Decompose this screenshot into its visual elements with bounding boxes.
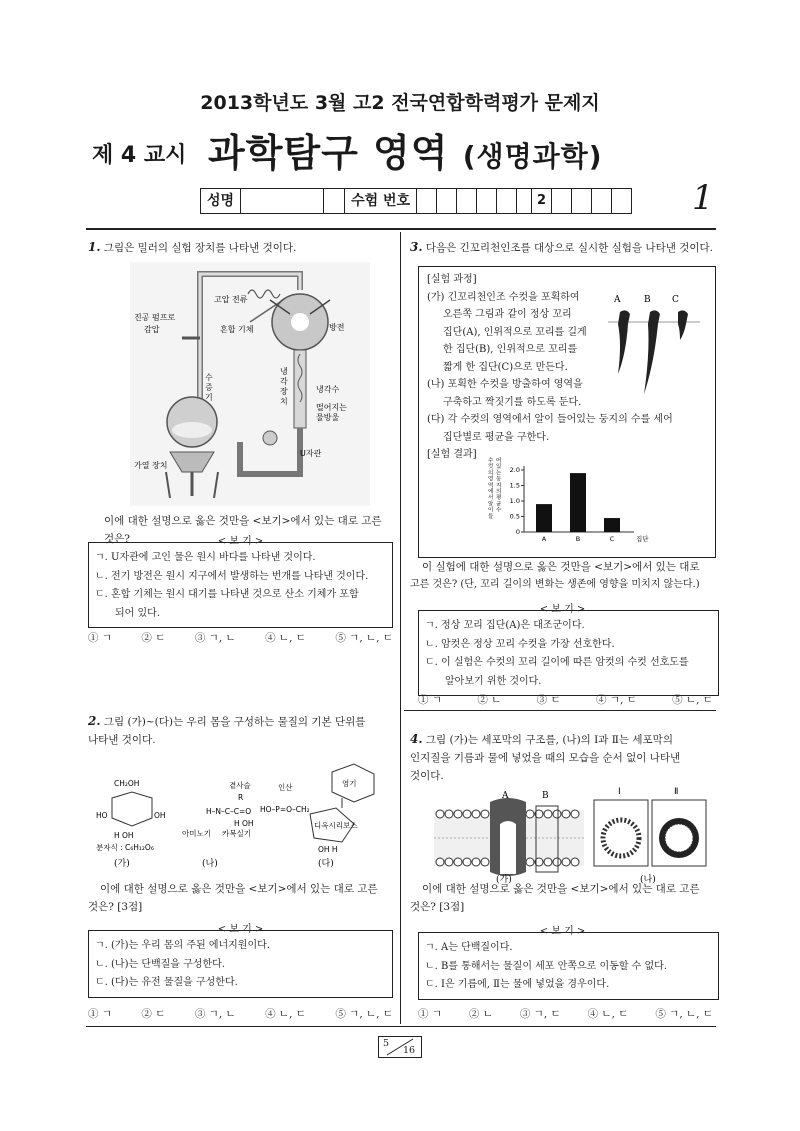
y-axis-label: 어 (496, 458, 502, 464)
bar (570, 473, 586, 532)
q3-step: (나) 포획한 수컷을 방출하여 영역을 (427, 379, 583, 390)
bird-a-icon (618, 310, 630, 374)
q3-step: 한 집단(B), 인위적으로 꼬리를 (443, 344, 578, 355)
choice-2[interactable]: ② ㄷ (141, 1008, 166, 1020)
choice-5[interactable]: ⑤ ㄱ, ㄴ, ㄷ (335, 1008, 393, 1020)
miller-apparatus-diagram (130, 262, 370, 506)
label-drops: 떨어지는 (316, 403, 347, 412)
y-tick-label: 1.5 (509, 481, 520, 490)
y-axis-label: 의 (488, 470, 494, 477)
q3-question-1: 이 실험에 대한 설명으로 옳은 것만을 <보기>에서 있는 대로 (422, 561, 700, 573)
column-divider (400, 232, 401, 1024)
y-axis-label: 있 (496, 464, 502, 471)
label-roman-1: Ⅰ (618, 787, 621, 797)
label-amino-group: 아미노기 (182, 829, 211, 838)
q2-bogi-item: ㄱ. (가)는 우리 몸의 주된 에너지원이다. (95, 940, 270, 951)
bird-label-a: A (614, 295, 621, 305)
biomolecules-diagram (92, 752, 382, 870)
label-vapor: 수 (205, 373, 213, 382)
q1-choices (88, 630, 393, 645)
phospholipid-head (436, 858, 444, 866)
subject-title (208, 122, 603, 177)
q2-question (88, 880, 393, 916)
label-vacuum-pump: 진공 펌프로 (134, 313, 176, 322)
glucose-oh-2: H OH (114, 831, 134, 840)
glucose-ch2oh: CH₂OH (114, 779, 140, 788)
subject-main: 과학탐구 영역 (208, 131, 449, 175)
student-id-row (200, 188, 632, 214)
q2-stem-1: 그림 (가)~(다)는 우리 몸을 구성하는 물질의 기본 단위를 (103, 716, 366, 728)
y-tick-label: 0 (515, 528, 520, 536)
q3-stem-text: 다음은 긴꼬리천인조를 대상으로 실시한 실험을 나타낸 것이다. (425, 242, 713, 254)
q3-step: 오른쪽 그림과 같이 정상 꼬리 (443, 309, 572, 320)
q2-stem-2: 나타낸 것이다. (88, 734, 156, 746)
q3-bogi-item: ㄴ. 암컷은 정상 꼬리 수컷을 가장 선호한다. (425, 638, 615, 650)
nucleotide-oh: OH H (318, 845, 338, 854)
label-side-chain: 곁사슬 (229, 781, 251, 790)
y-axis-label: 수 (488, 458, 494, 464)
phospholipid-head (562, 858, 570, 866)
name-field[interactable] (241, 189, 324, 213)
birds-illustration (608, 290, 700, 400)
q2-bogi-item: ㄷ. (다)는 유전 물질을 구성한다. (95, 977, 238, 988)
number-box[interactable] (552, 189, 572, 213)
q1-number: 1. (88, 240, 101, 254)
y-axis-label: 둥 (496, 476, 502, 483)
y-axis-label: 알 (488, 501, 494, 508)
x-tick-label: A (541, 535, 547, 543)
page-total: 16 (403, 1045, 416, 1056)
number-box[interactable] (417, 189, 437, 213)
phospholipid-head (445, 858, 453, 866)
q2-question-2: 것은? [3점] (88, 901, 143, 913)
membrane-diagram (430, 784, 710, 884)
q3-step: (다) 각 수컷의 영역에서 알이 들어있는 둥지의 수를 세어 (427, 414, 673, 425)
q3-step: 구축하고 짝짓기를 하도록 둔다. (443, 396, 582, 408)
bar (604, 518, 620, 532)
glucose-formula: 분자식 : C₆H₁₂O₆ (96, 843, 154, 852)
phospholipid-head (544, 810, 552, 818)
q3-bogi-box (418, 610, 719, 696)
q3-process-title: [실험 과정] (427, 274, 477, 285)
phospholipid-head (481, 810, 489, 818)
q2-bogi-item: ㄴ. (나)는 단백질을 구성한다. (95, 958, 225, 970)
choice-1[interactable]: ① ㄱ (418, 694, 442, 706)
q1-bogi-item: ㄴ. 전기 방전은 원시 지구에서 발생하는 번개를 나타낸 것이다. (95, 570, 369, 582)
q4-bogi-box (418, 932, 719, 1000)
choice-4[interactable]: ④ ㄴ, ㄷ (265, 1008, 306, 1020)
label-discharge: 방전 (329, 323, 345, 332)
amino-r: R (238, 793, 244, 802)
glucose-ho: HO (96, 811, 108, 820)
bird-label-c: C (672, 295, 679, 305)
q4-stem (410, 730, 715, 785)
q1-bogi-title: < 보 기 > (217, 536, 264, 547)
y-axis-label: 균 (496, 501, 502, 508)
q3-bogi-item: ㄷ. 이 실험은 수컷의 꼬리 길이에 따른 암컷의 수컷 선호도를 (425, 657, 689, 668)
caption-ga: (가) (496, 875, 512, 884)
q3-bogi-item: ㄱ. 정상 꼬리 집단(A)은 대조군이다. (425, 620, 585, 631)
q3-stem (410, 238, 715, 257)
label-vapor-3: 기 (205, 393, 213, 402)
q3-result-title: [실험 결과] (427, 449, 477, 460)
x-tick-label: B (575, 535, 581, 543)
q3-bogi-title: < 보 기 > (539, 604, 586, 615)
y-axis-label: 역 (488, 482, 494, 489)
q4-question-1: 이에 대한 설명으로 옳은 것만을 <보기>에서 있는 대로 고른 (422, 883, 700, 895)
choice-3[interactable]: ③ ㄷ (536, 694, 561, 706)
exam-title: 2013학년도 3월 고2 전국연합학력평가 문제지 (200, 92, 600, 114)
label-high-voltage: 고압 전류 (214, 295, 248, 304)
q2-question-1: 이에 대한 설명으로 옳은 것만을 <보기>에서 있는 대로 고른 (100, 883, 378, 895)
choice-4[interactable]: ④ ㄱ, ㄷ (595, 694, 637, 706)
y-axis-label: 들 (488, 513, 494, 520)
q4-bogi-title: < 보 기 > (539, 926, 586, 937)
label-coolant: 냉각수 (316, 385, 340, 394)
y-axis-label: 평 (496, 495, 502, 502)
q3-step: (가) 긴꼬리천인조 수컷을 포획하여 (427, 291, 580, 303)
q3-question-2: 고른 것은? (단, 꼬리 길이의 변화는 생존에 영향을 미치지 않는다.) (410, 579, 700, 590)
name-label: 성명 (201, 189, 241, 213)
header-rule (86, 228, 716, 230)
choice-1[interactable]: ① ㄱ (88, 632, 112, 644)
page-number-large: 1 (692, 178, 714, 218)
label-gas-mix: 혼합 기체 (220, 325, 254, 334)
y-axis-label: 컷 (488, 464, 494, 471)
choice-4[interactable]: ④ ㄴ, ㄷ (265, 632, 306, 644)
q3-q4-divider (404, 710, 716, 711)
q3-number: 3. (410, 240, 423, 254)
page-indicator (378, 1036, 422, 1058)
phospholipid-head (553, 858, 561, 866)
number-box[interactable] (437, 189, 457, 213)
q3-step: 집단별로 평균을 구한다. (443, 431, 550, 443)
number-box[interactable] (497, 189, 517, 213)
caption-na: (나) (640, 875, 656, 884)
q2-stem (88, 712, 393, 749)
choice-5[interactable]: ⑤ ㄴ, ㄷ (672, 694, 713, 706)
period-label: 제 4 교시 (92, 143, 187, 168)
q4-stem-2: 인지질을 기름과 물에 넣었을 때의 모습을 순서 없이 나타낸 (410, 752, 681, 764)
label-base: 염기 (342, 779, 357, 788)
choice-3[interactable]: ③ ㄱ, ㄷ (519, 1008, 561, 1020)
bird-label-b: B (644, 295, 651, 305)
y-axis-label: 는 (496, 470, 502, 477)
y-axis-label: 수 (496, 507, 502, 514)
label-cooler-2: 각 (280, 377, 288, 386)
number-box: 2 (532, 189, 552, 213)
phospholipid-head (553, 810, 561, 818)
y-axis-label: 영 (488, 476, 494, 483)
y-tick-label: 0.5 (509, 512, 520, 521)
choice-2[interactable]: ② ㄴ (468, 1008, 493, 1020)
q2-choices (88, 1006, 393, 1021)
q4-stem-1: 그림 (가)는 세포막의 구조를, (나)의 Ⅰ과 Ⅱ는 세포막의 (425, 734, 673, 746)
page-current: 5 (383, 1038, 390, 1049)
choice-2[interactable]: ② ㄷ (141, 632, 166, 644)
phospholipid-head (436, 810, 444, 818)
q4-choices (418, 1006, 713, 1021)
y-axis-label: 의 (496, 489, 502, 495)
q4-number: 4. (410, 732, 423, 746)
number-box[interactable] (572, 189, 592, 213)
phospholipid-head (454, 810, 462, 818)
q1-bogi-item: 되어 있다. (115, 607, 160, 619)
y-axis-label: 지 (496, 482, 502, 489)
q2-bogi-box (88, 930, 393, 998)
amino-backbone: H–N–C–C=O (206, 807, 252, 816)
choice-3[interactable]: ③ ㄱ, ㄴ (194, 632, 236, 644)
glucose-oh: OH (154, 811, 166, 820)
label-cooler: 냉 (280, 367, 288, 376)
choice-2[interactable]: ② ㄴ (477, 694, 502, 706)
q2-bogi-title: < 보 기 > (217, 924, 264, 935)
phosphate-formula: HO–P=O–CH₂ (260, 805, 310, 814)
caption-na: (나) (202, 859, 218, 869)
choice-5[interactable]: ⑤ ㄱ, ㄴ, ㄷ (335, 632, 393, 644)
q3-bar-chart (486, 456, 666, 546)
number-box[interactable] (477, 189, 497, 213)
caption-ga: (가) (114, 859, 130, 869)
phospholipid-head (463, 858, 471, 866)
number-box[interactable] (457, 189, 477, 213)
q4-question (410, 880, 715, 916)
phospholipid-head (481, 858, 489, 866)
q1-bogi-item: ㄱ. U자관에 고인 물은 원시 바다를 나타낸 것이다. (95, 552, 316, 563)
choice-1[interactable]: ① ㄱ (88, 1008, 112, 1020)
phospholipid-head (472, 858, 480, 866)
label-a: A (502, 791, 509, 801)
y-tick-label: 1.0 (509, 497, 520, 505)
q3-step: 짧게 한 집단(C)으로 만든다. (443, 361, 568, 373)
y-tick-label: 2.0 (509, 466, 520, 474)
label-vacuum-pump-2: 감압 (144, 325, 160, 334)
phospholipid-head (526, 810, 534, 818)
number-box[interactable] (592, 189, 612, 213)
q3-step: 집단(A), 인위적으로 꼬리를 길게 (443, 326, 587, 338)
choice-1[interactable]: ① ㄱ (418, 1008, 442, 1020)
phospholipid-head (472, 810, 480, 818)
label-b: B (542, 791, 549, 801)
bird-c-icon (678, 310, 688, 340)
choice-4[interactable]: ④ ㄴ, ㄷ (587, 1008, 629, 1020)
q3-question (410, 558, 715, 594)
q1-stem (88, 238, 393, 257)
label-carboxyl-group: 카복실기 (222, 829, 251, 838)
caption-da: (다) (318, 859, 334, 869)
amino-h: H OH (234, 819, 254, 828)
label-roman-2: Ⅱ (674, 787, 679, 797)
phospholipid-head (571, 810, 579, 818)
label-phosphate: 인산 (278, 783, 293, 792)
q4-stem-3: 것이다. (410, 770, 444, 782)
label-cooler-4: 치 (280, 397, 288, 406)
label-drops-2: 물방울 (316, 413, 340, 422)
label-vapor-2: 증 (205, 383, 213, 392)
q3-bogi-item: 알아보기 위한 것이다. (445, 675, 542, 687)
number-label: 수험 번호 (345, 189, 417, 213)
phospholipid-head (526, 858, 534, 866)
choice-3[interactable]: ③ ㄱ, ㄴ (194, 1008, 236, 1020)
phospholipid-head (544, 858, 552, 866)
x-axis-label: 집단 (636, 535, 649, 543)
choice-5[interactable]: ⑤ ㄱ, ㄴ, ㄷ (655, 1008, 713, 1020)
subject-sub: (생명과학) (462, 140, 603, 173)
q3-choices (418, 692, 713, 707)
q4-question-2: 것은? [3점] (410, 901, 465, 913)
q1-question: 이에 대한 설명으로 옳은 것만을 <보기>에서 있는 대로 고른 것은? (104, 515, 382, 545)
phospholipid-head (571, 858, 579, 866)
bar (536, 504, 552, 532)
phospholipid-head (562, 810, 570, 818)
q1-bogi-box (88, 542, 393, 628)
q4-bogi-item: ㄷ. Ⅰ은 기름에, Ⅱ는 물에 넣었을 경우이다. (425, 979, 610, 990)
q1-stem-text: 그림은 밀러의 실험 장치를 나타낸 것이다. (103, 242, 297, 254)
footer-rule (86, 1026, 716, 1027)
phospholipid-head (454, 858, 462, 866)
label-u-tube: U자관 (300, 449, 322, 458)
q1-bogi-item: ㄷ. 혼합 기체는 원시 대기를 나타낸 것으로 산소 기체가 포함 (95, 589, 359, 600)
label-heater: 가열 장치 (134, 461, 168, 470)
q4-bogi-item: ㄱ. A는 단백질이다. (425, 942, 513, 953)
phospholipid-head (463, 810, 471, 818)
y-axis-label: 에 (488, 489, 494, 495)
label-cooler-3: 장 (280, 387, 288, 396)
phospholipid-head (445, 810, 453, 818)
q2-number: 2. (88, 714, 101, 728)
q4-bogi-item: ㄴ. B를 통해서는 물질이 세포 안쪽으로 이동할 수 없다. (425, 960, 667, 972)
bird-b-icon (644, 310, 660, 394)
y-axis-label: 서 (488, 495, 494, 502)
number-box[interactable] (612, 189, 631, 213)
label-deoxyribose: 디옥시리보스 (314, 821, 358, 830)
x-tick-label: C (609, 535, 615, 543)
y-axis-label: 이 (488, 507, 494, 514)
